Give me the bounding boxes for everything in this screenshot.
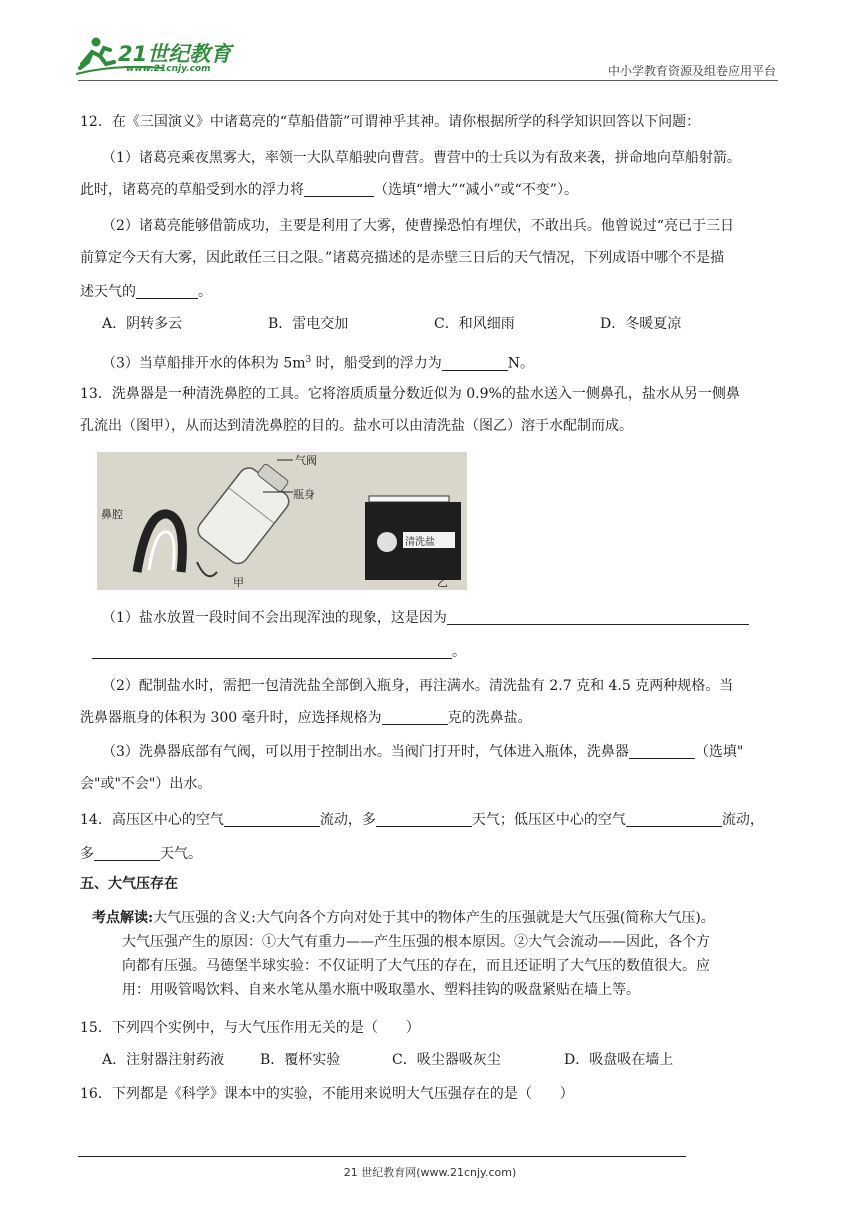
key-point-label: 考点解读: [92, 910, 154, 926]
nasal-wash-figure [97, 452, 467, 590]
q12-p3-text: （3）当草船排开水的体积为 5m [102, 355, 306, 372]
q16-stem: 16．下列都是《科学》课本中的实验，不能用来说明大气压强存在的是（ ） [80, 1086, 574, 1102]
q12-p2-line3 [80, 282, 212, 302]
q13-p1-line2 [92, 642, 466, 662]
label-valve: 气阀 [295, 454, 317, 467]
q12-p2-line1: （2）诸葛亮能够借箭成功，主要是利用了大雾，使曹操恐怕有埋伏，不敢出兵。他曾说过“亮已于三日 [102, 218, 735, 234]
label-nasal-cavity: 鼻腔 [101, 508, 123, 521]
q13-p2-end: 克的洗鼻盐。 [447, 710, 532, 726]
q14-line2 [80, 844, 202, 864]
option-b[interactable]: B．雷电交加 [268, 316, 349, 332]
header-divider [78, 80, 778, 81]
q12-p2-end: 。 [198, 284, 212, 300]
q12-p1-line2 [80, 180, 578, 200]
option-d[interactable]: D．吸盘吸在墙上 [564, 1052, 674, 1068]
q14-text: 流动，多 [319, 812, 376, 828]
q13-p2-text: 洗鼻器瓶身的体积为 300 毫升时，应选择规格为 [80, 710, 382, 726]
q14-text: 天气。 [160, 846, 202, 862]
q13-stem-line1: 13．洗鼻器是一种清洗鼻腔的工具。它将溶质质量分数近似为 0.9%的盐水送入一侧鼻孔，盐水从另一侧鼻 [80, 386, 740, 402]
key-point-line3: 向都有压强。马德堡半球实验：不仅证明了大气压的存在，而且还证明了大气压的数值很大。应 [122, 958, 710, 974]
option-b[interactable]: B．覆杯实验 [260, 1052, 341, 1068]
logo-url: www.21cnjy.com [126, 64, 211, 74]
q12-p1-options: （选填“增大”“减小”或“不变”）。 [374, 182, 578, 198]
option-c[interactable]: C．和风细雨 [434, 316, 515, 332]
answer-blank[interactable] [376, 810, 472, 827]
label-yi: 乙 [437, 576, 448, 589]
q14-line1 [80, 810, 764, 830]
logo [74, 34, 244, 78]
q13-p1-line1 [102, 608, 749, 628]
q12-p3-unit: N。 [507, 355, 534, 372]
nasal-wash-diagram-icon [97, 452, 467, 590]
q15-stem: 15．下列四个实例中，与大气压作用无关的是（ ） [80, 1020, 420, 1036]
key-point-text: 大气压强的含义:大气向各个方向对处于其中的物体产生的压强就是大气压强(简称大气压)。 [153, 910, 715, 926]
label-bottle-body: 瓶身 [293, 488, 315, 501]
q14-text: 14．高压区中心的空气 [80, 812, 224, 828]
q13-p1-text: （1）盐水放置一段时间不会出现浑浊的现象，这是因为 [102, 610, 447, 626]
answer-blank[interactable] [442, 354, 508, 371]
answer-blank[interactable] [224, 810, 320, 827]
q12-stem: 12．在《三国演义》中诸葛亮的“草船借箭”可谓神乎其神。请你根据所学的科学知识回答以下问题： [80, 114, 701, 130]
answer-blank[interactable] [447, 608, 749, 625]
answer-blank[interactable] [629, 742, 695, 759]
q12-p3-text2: 时，船受到的浮力为 [311, 355, 442, 372]
q12-p2-line2: 前算定今天有大雾，因此敢任三日之限。”诸葛亮描述的是赤壁三日后的天气情况，下列成语中哪个不是描 [80, 250, 725, 266]
q12-p2-text: 述天气的 [80, 284, 136, 300]
answer-blank[interactable] [382, 708, 448, 725]
q13-p2-line2 [80, 708, 532, 728]
label-salt: 清洗盐 [405, 537, 435, 548]
answer-blank[interactable] [136, 282, 198, 299]
answer-blank[interactable] [92, 642, 452, 659]
answer-blank[interactable] [626, 810, 722, 827]
q14-text: 流动， [721, 812, 764, 828]
label-jia: 甲 [233, 576, 244, 589]
q12-p1-text: 此时，诸葛亮的草船受到水的浮力将 [80, 182, 304, 198]
answer-blank[interactable] [94, 844, 160, 861]
superscript: 3 [305, 355, 312, 365]
q13-p3-line2: 会"或"不会"）出水。 [80, 776, 212, 792]
q13-p3-options: （选填" [694, 744, 744, 760]
answer-blank[interactable] [304, 180, 374, 197]
option-d[interactable]: D．冬暖夏凉 [600, 316, 682, 332]
q14-text: 天气；低压区中心的空气 [471, 812, 626, 828]
key-point-line2: 大气压强产生的原因：①大气有重力——产生压强的根本原因。②大气会流动——因此，各个方 [122, 934, 710, 950]
option-a[interactable]: A．注射器注射药液 [102, 1052, 225, 1068]
q13-p1-end: 。 [452, 644, 466, 660]
section-title: 五、大气压存在 [80, 876, 178, 892]
logo-text: 21世纪教育 [118, 42, 232, 66]
q13-p2-line1: （2）配制盐水时，需把一包清洗盐全部倒入瓶身，再注满水。清洗盐有 2.7 克和 4.5 克两种规格。当 [102, 678, 734, 694]
footer-text: 21 世纪教育网(www.21cnjy.com) [343, 1166, 517, 1179]
platform-name: 中小学教育资源及组卷应用平台 [607, 64, 776, 78]
q13-p3-text: （3）洗鼻器底部有气阀，可以用于控制出水。当阀门打开时，气体进入瓶体，洗鼻器 [102, 744, 629, 760]
key-point-line1 [92, 908, 715, 928]
q13-p3-line1 [102, 742, 743, 762]
q13-stem-line2: 孔流出（图甲），从而达到清洗鼻腔的目的。盐水可以由清洗盐（图乙）溶于水配制而成。 [80, 418, 633, 434]
q14-text: 多 [80, 846, 94, 862]
q12-p3 [102, 350, 534, 374]
key-point-line4: 用：用吸管喝饮料、自来水笔从墨水瓶中吸取墨水、塑料挂钩的吸盘紧贴在墙上等。 [122, 982, 640, 998]
footer-divider [78, 1156, 686, 1157]
option-a[interactable]: A．阴转多云 [102, 316, 183, 332]
q12-p1-line1: （1）诸葛亮乘夜黑雾大，率领一大队草船驶向曹营。曹营中的士兵以为有敌来袭，拼命地向草船射箭。 [102, 150, 741, 166]
option-c[interactable]: C．吸尘器吸灰尘 [392, 1052, 501, 1068]
